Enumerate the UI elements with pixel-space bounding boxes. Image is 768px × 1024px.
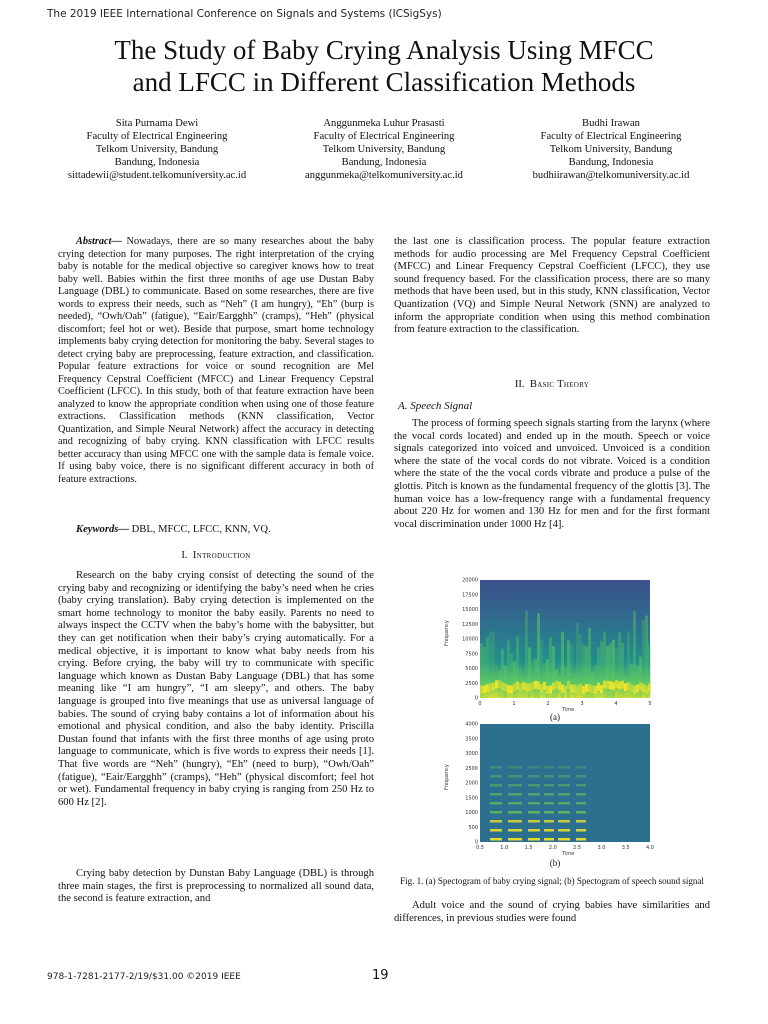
- spectrogram-band: [588, 684, 591, 692]
- paragraph-text: Adult voice and the sound of crying babies have similarities and differences, in previous studies were found: [394, 900, 710, 924]
- paragraph-text: the last one is classification process. The popular feature extraction methods for audio processing are Mel Frequency Cepstral Coefficient (MFCC) and Linear Frequency Cepstral Coefficient (LFCC), they use sound frequency based. For the classification process, there are so many methods that have been used, but in this study, KNN classification, Vector Quantization (VQ) and Simple Neural Network (SNN) are analyzed to inform the appropriate condition when using this method combination from feature extraction to the classification.: [394, 236, 710, 336]
- harmonic-streak: [576, 766, 586, 769]
- harmonic-streak: [528, 802, 540, 805]
- harmonic-streak: [576, 838, 586, 841]
- figure-caption: Fig. 1. (a) Spectogram of baby crying signal; (b) Spectogram of speech sound signal: [400, 876, 704, 886]
- x-tick-label: 5: [648, 701, 652, 707]
- x-tick-label: 4: [614, 701, 618, 707]
- x-tick-label: 0.5: [476, 845, 484, 851]
- spectrogram-band: [639, 682, 642, 690]
- y-tick-label: 3000: [465, 751, 478, 757]
- spectrogram-column: [534, 659, 537, 698]
- spectrogram-band: [573, 685, 576, 693]
- x-tick-label: 2.5: [573, 845, 582, 851]
- harmonic-streak: [508, 829, 522, 832]
- harmonic-streak: [558, 766, 570, 769]
- spectrogram-band: [615, 680, 618, 688]
- harmonic-streak: [508, 784, 522, 787]
- harmonic-streak: [528, 775, 540, 778]
- paragraph-text: Crying baby detection by Dunstan Baby Language (DBL) is through three main stages, the first is preprocessing to normalized all sound data, the second is feature extraction, and: [58, 868, 374, 905]
- section-heading-introduction: [58, 550, 374, 561]
- spectrogram-band: [489, 683, 492, 691]
- harmonic-streak: [490, 793, 502, 796]
- paper-title: [30, 34, 738, 98]
- y-tick-label: 20000: [462, 577, 478, 584]
- harmonic-streak: [508, 838, 522, 841]
- spectrogram-column: [567, 640, 570, 698]
- author-dept: Faculty of Electrical Engineering: [86, 131, 228, 142]
- x-tick-label: 2: [546, 701, 550, 707]
- y-tick-label: 3500: [465, 736, 478, 743]
- harmonic-streak: [576, 775, 586, 778]
- author-name: Anggunmeka Luhur Prasasti: [323, 118, 445, 129]
- spectrogram-band: [552, 682, 555, 690]
- spectrogram-band: [579, 684, 582, 692]
- y-tick-label: 500: [468, 824, 478, 831]
- author-dept: Faculty of Electrical Engineering: [313, 131, 455, 142]
- spectrogram-band: [486, 684, 489, 692]
- harmonic-streak: [508, 775, 522, 778]
- x-tick-label: 3.5: [621, 845, 630, 851]
- y-tick-label: 2500: [465, 765, 478, 772]
- harmonic-streak: [490, 820, 502, 823]
- spectrogram-speech: [440, 720, 670, 860]
- harmonic-streak: [508, 793, 522, 796]
- harmonic-streak: [528, 811, 540, 814]
- x-tick-label: 1.5: [524, 845, 533, 851]
- author-email: anggunmeka@telkomuniversity.ac.id: [305, 170, 463, 181]
- spectrogram-column: [543, 663, 546, 698]
- harmonic-streak: [558, 811, 570, 814]
- harmonic-streak: [558, 775, 570, 778]
- spectrogram-column: [513, 661, 516, 698]
- harmonic-streak: [508, 766, 522, 769]
- harmonic-streak: [558, 784, 570, 787]
- spectrogram-column: [531, 660, 534, 698]
- harmonic-streak: [558, 802, 570, 805]
- spectrogram-band: [567, 681, 570, 689]
- y-tick-label: 2500: [465, 680, 478, 687]
- section-heading-basic-theory: [394, 379, 710, 390]
- y-tick-label: 4000: [465, 721, 478, 728]
- spectrogram-column: [630, 664, 633, 698]
- harmonic-streak: [544, 829, 554, 832]
- title-line-1: The Study of Baby Crying Analysis Using MFCC: [114, 35, 654, 65]
- spectrogram-band: [531, 682, 534, 690]
- spectrogram-band: [546, 686, 549, 694]
- spectrogram-band: [600, 685, 603, 693]
- y-tick-label: 0: [474, 695, 478, 702]
- spectrogram-band: [528, 683, 531, 691]
- y-tick-label: 12500: [462, 621, 478, 628]
- harmonic-streak: [544, 793, 554, 796]
- spectrogram-column: [519, 668, 522, 698]
- spectrogram-band: [564, 686, 567, 694]
- spectrogram-band: [498, 680, 501, 688]
- harmonic-streak: [528, 793, 540, 796]
- author-city: Bandung, Indonesia: [568, 157, 654, 168]
- harmonic-streak: [528, 784, 540, 787]
- author-name: Sita Purnama Dewi: [115, 118, 199, 129]
- spectrogram-band: [507, 685, 510, 693]
- harmonic-streak: [490, 766, 502, 769]
- subsection-heading-speech-signal: A. Speech Signal: [398, 400, 473, 412]
- spectrogram-column: [504, 666, 507, 698]
- section-title: Introduction: [192, 550, 251, 561]
- harmonic-streak: [490, 775, 502, 778]
- y-tick-label: 1500: [465, 795, 478, 802]
- spectrogram-column: [606, 646, 609, 698]
- harmonic-streak: [544, 784, 554, 787]
- author-univ: Telkom University, Bandung: [95, 144, 219, 155]
- spectrogram-band: [549, 685, 552, 693]
- introduction-paragraph-1: [58, 570, 374, 809]
- harmonic-streak: [490, 838, 502, 841]
- spectrogram-band: [537, 682, 540, 690]
- spectrogram-band: [576, 685, 579, 693]
- keywords-text: DBL, MFCC, LFCC, KNN, VQ.: [128, 524, 271, 535]
- y-tick-label: 1000: [465, 810, 478, 816]
- harmonic-streak: [528, 838, 540, 841]
- right-column-paragraph-1: [394, 236, 710, 337]
- x-tick-label: 1: [512, 701, 516, 707]
- spectrogram-band: [555, 681, 558, 689]
- author-city: Bandung, Indonesia: [341, 157, 427, 168]
- harmonic-streak: [558, 838, 570, 841]
- harmonic-streak: [544, 820, 554, 823]
- spectrogram-band: [609, 681, 612, 689]
- spectrogram-band: [606, 681, 609, 689]
- y-tick-label: 7500: [465, 651, 478, 658]
- x-tick-label: 4.0: [646, 845, 654, 851]
- y-tick-label: 0: [474, 839, 478, 846]
- spectrogram-column: [636, 665, 639, 698]
- harmonic-streak: [544, 802, 554, 805]
- harmonic-streak: [544, 811, 554, 814]
- spectrogram-band: [495, 680, 498, 688]
- spectrogram-band: [522, 682, 525, 690]
- spectrogram-band: [504, 683, 507, 691]
- harmonic-streak: [576, 802, 586, 805]
- spectrogram-column: [633, 611, 636, 698]
- spectrogram-band: [642, 684, 645, 692]
- y-tick-label: 17500: [462, 592, 478, 599]
- right-column-paragraph-2: [394, 900, 710, 925]
- x-tick-label: 3.0: [597, 845, 606, 851]
- x-axis-label: Time: [562, 851, 575, 857]
- harmonic-streak: [528, 766, 540, 769]
- author-dept: Faculty of Electrical Engineering: [540, 131, 682, 142]
- title-line-2: and LFCC in Different Classification Methods: [132, 67, 636, 97]
- harmonic-streak: [528, 829, 540, 832]
- conference-header: The 2019 IEEE International Conference on Signals and Systems (ICSigSys): [47, 8, 442, 20]
- spectrogram-band: [492, 683, 495, 691]
- author-univ: Telkom University, Bandung: [322, 144, 446, 155]
- spectrogram-band: [510, 686, 513, 694]
- spectrogram-column: [501, 649, 504, 698]
- spectrogram-band: [648, 684, 651, 692]
- figure-1a-spectrogram: [440, 576, 670, 736]
- paragraph-text: The process of forming speech signals starting from the larynx (where the vocal cords located) and ended up in the mouth. Speech or voice signals categorized into voiced and unvoiced. Unvoiced is a condition where the state of the vocal cords do not vibrate. Voiced is a condition where the state of the the vocal cords vibrate and produce a pulse of the glottis. Pitch is known as the fundamental frequency of the glottis [3]. The human voice has a low-frequency range with a fundamental frequency about 220 Hz for women and 130 Hz for men and for the first formant vocal discrimination under 1000 Hz [4].: [394, 418, 710, 530]
- spectrogram-area: [480, 724, 650, 842]
- spectrogram-band: [624, 683, 627, 691]
- author-1: [42, 117, 272, 182]
- section-number: II.: [514, 379, 525, 390]
- spectrogram-band: [561, 685, 564, 693]
- speech-signal-paragraph: [394, 418, 710, 531]
- harmonic-streak: [558, 820, 570, 823]
- harmonic-streak: [544, 766, 554, 769]
- spectrogram-band: [570, 684, 573, 692]
- harmonic-streak: [558, 793, 570, 796]
- spectrogram-band: [525, 683, 528, 691]
- harmonic-streak: [490, 829, 502, 832]
- y-tick-label: 10000: [462, 636, 478, 643]
- harmonic-streak: [508, 802, 522, 805]
- x-tick-label: 2.0: [548, 845, 557, 851]
- footer-isbn: 978-1-7281-2177-2/19/$31.00 ©2019 IEEE: [47, 972, 241, 982]
- harmonic-streak: [576, 811, 586, 814]
- keywords: [58, 524, 374, 537]
- abstract: [58, 236, 374, 486]
- author-2: [269, 117, 499, 182]
- author-city: Bandung, Indonesia: [114, 157, 200, 168]
- figure-label-a: (a): [550, 712, 560, 722]
- harmonic-streak: [508, 820, 522, 823]
- spectrogram-band: [594, 686, 597, 694]
- harmonic-streak: [576, 820, 586, 823]
- spectrogram-band: [618, 681, 621, 689]
- harmonic-streak: [576, 793, 586, 796]
- spectrogram-band: [636, 685, 639, 693]
- spectrogram-band: [543, 682, 546, 690]
- harmonic-streak: [528, 820, 540, 823]
- spectrogram-band: [603, 681, 606, 689]
- author-univ: Telkom University, Bandung: [549, 144, 673, 155]
- figure-1b-spectrogram: [440, 720, 670, 880]
- x-axis-label: Time: [562, 707, 575, 713]
- y-tick-label: 5000: [465, 666, 478, 672]
- spectrogram-baby-crying: [440, 576, 670, 716]
- harmonic-streak: [544, 838, 554, 841]
- spectrogram-band: [591, 686, 594, 694]
- spectrogram-band: [480, 685, 483, 693]
- harmonic-streak: [576, 784, 586, 787]
- author-name: Budhi Irawan: [582, 118, 640, 129]
- keywords-label: Keywords—: [76, 524, 129, 535]
- spectrogram-band: [519, 683, 522, 691]
- figure-label-b: (b): [549, 858, 561, 868]
- introduction-paragraph-2: [58, 868, 374, 906]
- spectrogram-band: [516, 681, 519, 689]
- x-tick-label: 1.0: [500, 845, 509, 851]
- harmonic-streak: [490, 784, 502, 787]
- spectrogram-column: [639, 657, 642, 698]
- abstract-text: Nowadays, there are so many researches about the baby crying detection for many purposes. The right interpretation of the crying baby is notable for the medical objective so caregiver knows how to treat baby well. Babies within the first three months of age use Dustan Baby Language (DBL) to communicate. Based on some researches, there are five words to express their needs, such as “Neh” (I am hungry), “Eh” (burp is needed), “Owh/Oah” (fatigue), “Eair/Eargghh” (cramps), “Heh” (physical discomfort; feel hot or wet). Beside that purpose, smart home technology implements baby crying detection for monitoring the baby. Several stages to detect crying baby are preprocessing, feature extraction, and classification. Popular feature extractions for voice or sound recognition are Mel Frequency Cepstral Coefficient (MFCC) and Linear Frequency Cepstral Coefficient (LFCC). In this study, both of that feature extraction have been analyzed to know the appropriate condition when using one of those feature extractions. Classification methods (KNN classification, Vector Quantization, and Simple Neural Network) affect the accuracy in detecting and recognizing of baby crying. KNN classification with LFCC results better accuracy than using MFCC one with the sample data is female voice. If using baby voice, there is no significant different accuracy in both of feature extractions.: [58, 236, 374, 485]
- spectrogram-band: [597, 683, 600, 691]
- paragraph-text: Research on the baby crying consist of detecting the sound of the crying baby and recognizing or identifying the baby’s need when he cries (baby crying translation). Baby crying detection is implemented on the smart home technology to monitor the baby easily. Parents no need to always inspect the CCTV when the baby’s home with the babysitter, but they can get notification when their baby’s crying automatically. For a medical objective, it is important to know what baby needs from his crying. Before crying, the baby will try to communicate with specific language which known as Dustan Baby Language (DBL) that has some meaning like “I am hungry”, “I am sleepy”, and others. The baby language is grouped into five meanings that use as universal language of babies. The sound of crying baby contains a lot of information about his emotional and physical condition, and also the baby identity. Priscilla Dustan found that infants with the first three months of age using proto language to communicate, which is five words to express their needs [1]. That five words are “Neh” (hungry), “Eh” (need to burp), “Owh/Oah” (fatigue), “Eair/Eargghh” (cramps), “Heh” (physical discomfort; feel hot or wet). Fundamental frequency in baby crying is ranging from 250 Hz to 600 Hz [2].: [58, 570, 374, 808]
- y-axis-label: Frequency: [444, 620, 450, 646]
- y-tick-label: 15000: [462, 607, 478, 613]
- spectrogram-band: [612, 682, 615, 690]
- spectrogram-band: [582, 686, 585, 694]
- spectrogram-column: [591, 673, 594, 698]
- spectrogram-band: [627, 682, 630, 690]
- section-number: I.: [181, 550, 188, 561]
- harmonic-streak: [490, 811, 502, 814]
- spectrogram-band: [540, 684, 543, 692]
- page-number: 19: [372, 968, 389, 983]
- y-axis-label: Frequency: [444, 764, 450, 790]
- spectrogram-band: [645, 685, 648, 693]
- author-3: [496, 117, 726, 182]
- harmonic-streak: [576, 829, 586, 832]
- y-tick-label: 2000: [465, 780, 478, 787]
- spectrogram-band: [558, 682, 561, 690]
- author-email: sittadewii@student.telkomuniversity.ac.id: [67, 170, 247, 181]
- section-title: Basic Theory: [529, 379, 590, 390]
- spectrogram-column: [609, 643, 612, 698]
- spectrogram-band: [585, 684, 588, 692]
- harmonic-streak: [508, 811, 522, 814]
- author-email: budhiirawan@telkomuniversity.ac.id: [532, 170, 690, 181]
- spectrogram-band: [621, 681, 624, 689]
- harmonic-streak: [490, 802, 502, 805]
- spectrogram-band: [633, 686, 636, 694]
- harmonic-streak: [544, 775, 554, 778]
- spectrogram-column: [621, 643, 624, 698]
- x-tick-label: 0: [478, 701, 482, 707]
- spectrogram-band: [513, 683, 516, 691]
- spectrogram-band: [534, 681, 537, 689]
- x-tick-label: 3: [580, 701, 584, 707]
- spectrogram-band: [501, 682, 504, 690]
- abstract-label: Abstract—: [76, 236, 122, 247]
- spectrogram-band: [483, 686, 486, 694]
- spectrogram-column: [615, 647, 618, 698]
- harmonic-streak: [558, 829, 570, 832]
- spectrogram-band: [630, 684, 633, 692]
